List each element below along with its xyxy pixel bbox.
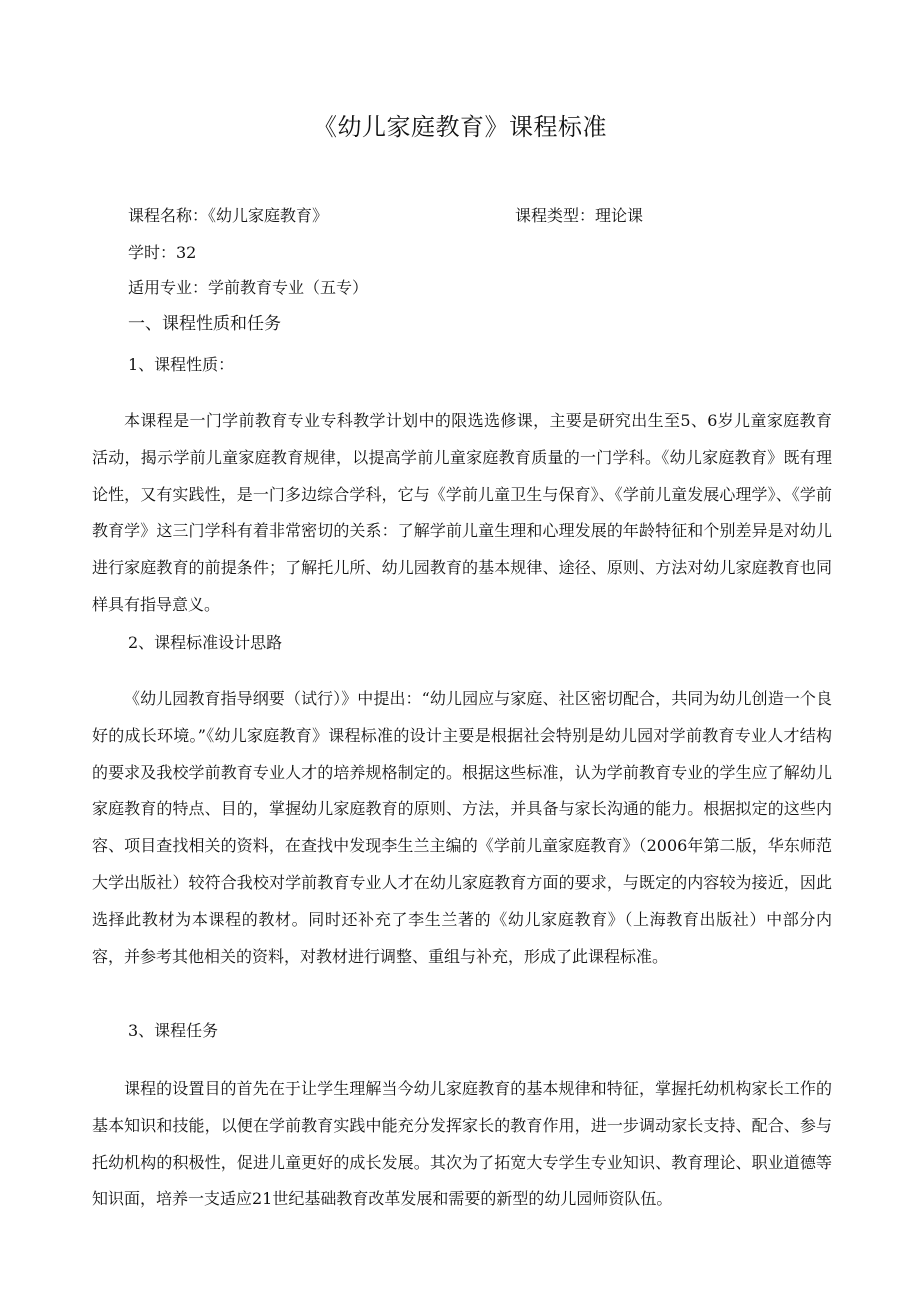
course-major: 适用专业：学前教育专业（五专） [128,278,369,297]
subsection-heading-design: 2、课程标准设计思路 [128,633,283,652]
paragraph-course-nature: 本课程是一门学前教育专业专科教学计划中的限选选修课，主要是研究出生至5、6岁儿童家庭教育活动，揭示学前儿童家庭教育规律，以提高学前儿童家庭教育质量的一门学科。《幼儿家庭教育》既有理论性，又有实践性，是一门多边综合学科，它与《学前儿童卫生与保育》、《学前儿童发展心理学》、《学前教育学》这三门学科有着非常密切的关系：了解学前儿童生理和心理发展的年龄特征和个别差异是对幼儿进行家庭教育的前提条件；了解托儿所、幼儿园教育的基本规律、途径、原则、方法对幼儿家庭教育也同样具有指导意义。 [92,411,832,614]
section-heading: 一、课程性质和任务 [128,314,281,334]
paragraph-course-tasks: 课程的设置目的首先在于让学生理解当今幼儿家庭教育的基本规律和特征，掌握托幼机构家长工作的基本知识和技能，以便在学前教育实践中能充分发挥家长的教育作用，进一步调动家长支持、配合、参与托幼机构的积极性，促进儿童更好的成长发展。其次为了拓宽大专学生专业知识、教育理论、职业道德等知识面，培养一支适应21世纪基础教育改革发展和需要的新型的幼儿园师资队伍。 [92,1079,832,1209]
document-title: 《幼儿家庭教育》课程标准 [313,113,607,141]
subsection-heading-nature: 1、课程性质： [128,355,235,374]
subsection-heading-tasks: 3、课程任务 [128,1021,219,1040]
course-type: 课程类型：理论课 [515,206,644,225]
course-name: 课程名称：《幼儿家庭教育》 [128,206,329,225]
paragraph-design-rationale: 《幼儿园教育指导纲要（试行）》中提出：“幼儿园应与家庭、社区密切配合，共同为幼儿创造一个良好的成长环境。”《幼儿家庭教育》课程标准的设计主要是根据社会特别是幼儿园对学前教育专业人才结构的要求及我校学前教育专业人才的培养规格制定的。根据这些标准，认为学前教育专业的学生应了解幼儿家庭教育的特点、目的，掌握幼儿家庭教育的原则、方法，并具备与家长沟通的能力。根据拟定的这些内容、项目查找相关的资料，在查找中发现李生兰主编的《学前儿童家庭教育》（2006年第二版，华东师范大学出版社）较符合我校对学前教育专业人才在幼儿家庭教育方面的要求，与既定的内容较为接近，因此选择此教材为本课程的教材。同时还补充了李生兰著的《幼儿家庭教育》（上海教育出版社）中部分内容，并参考其他相关的资料，对教材进行调整、重组与补充，形成了此课程标准。 [92,689,832,966]
course-hours: 学时：32 [128,243,197,262]
